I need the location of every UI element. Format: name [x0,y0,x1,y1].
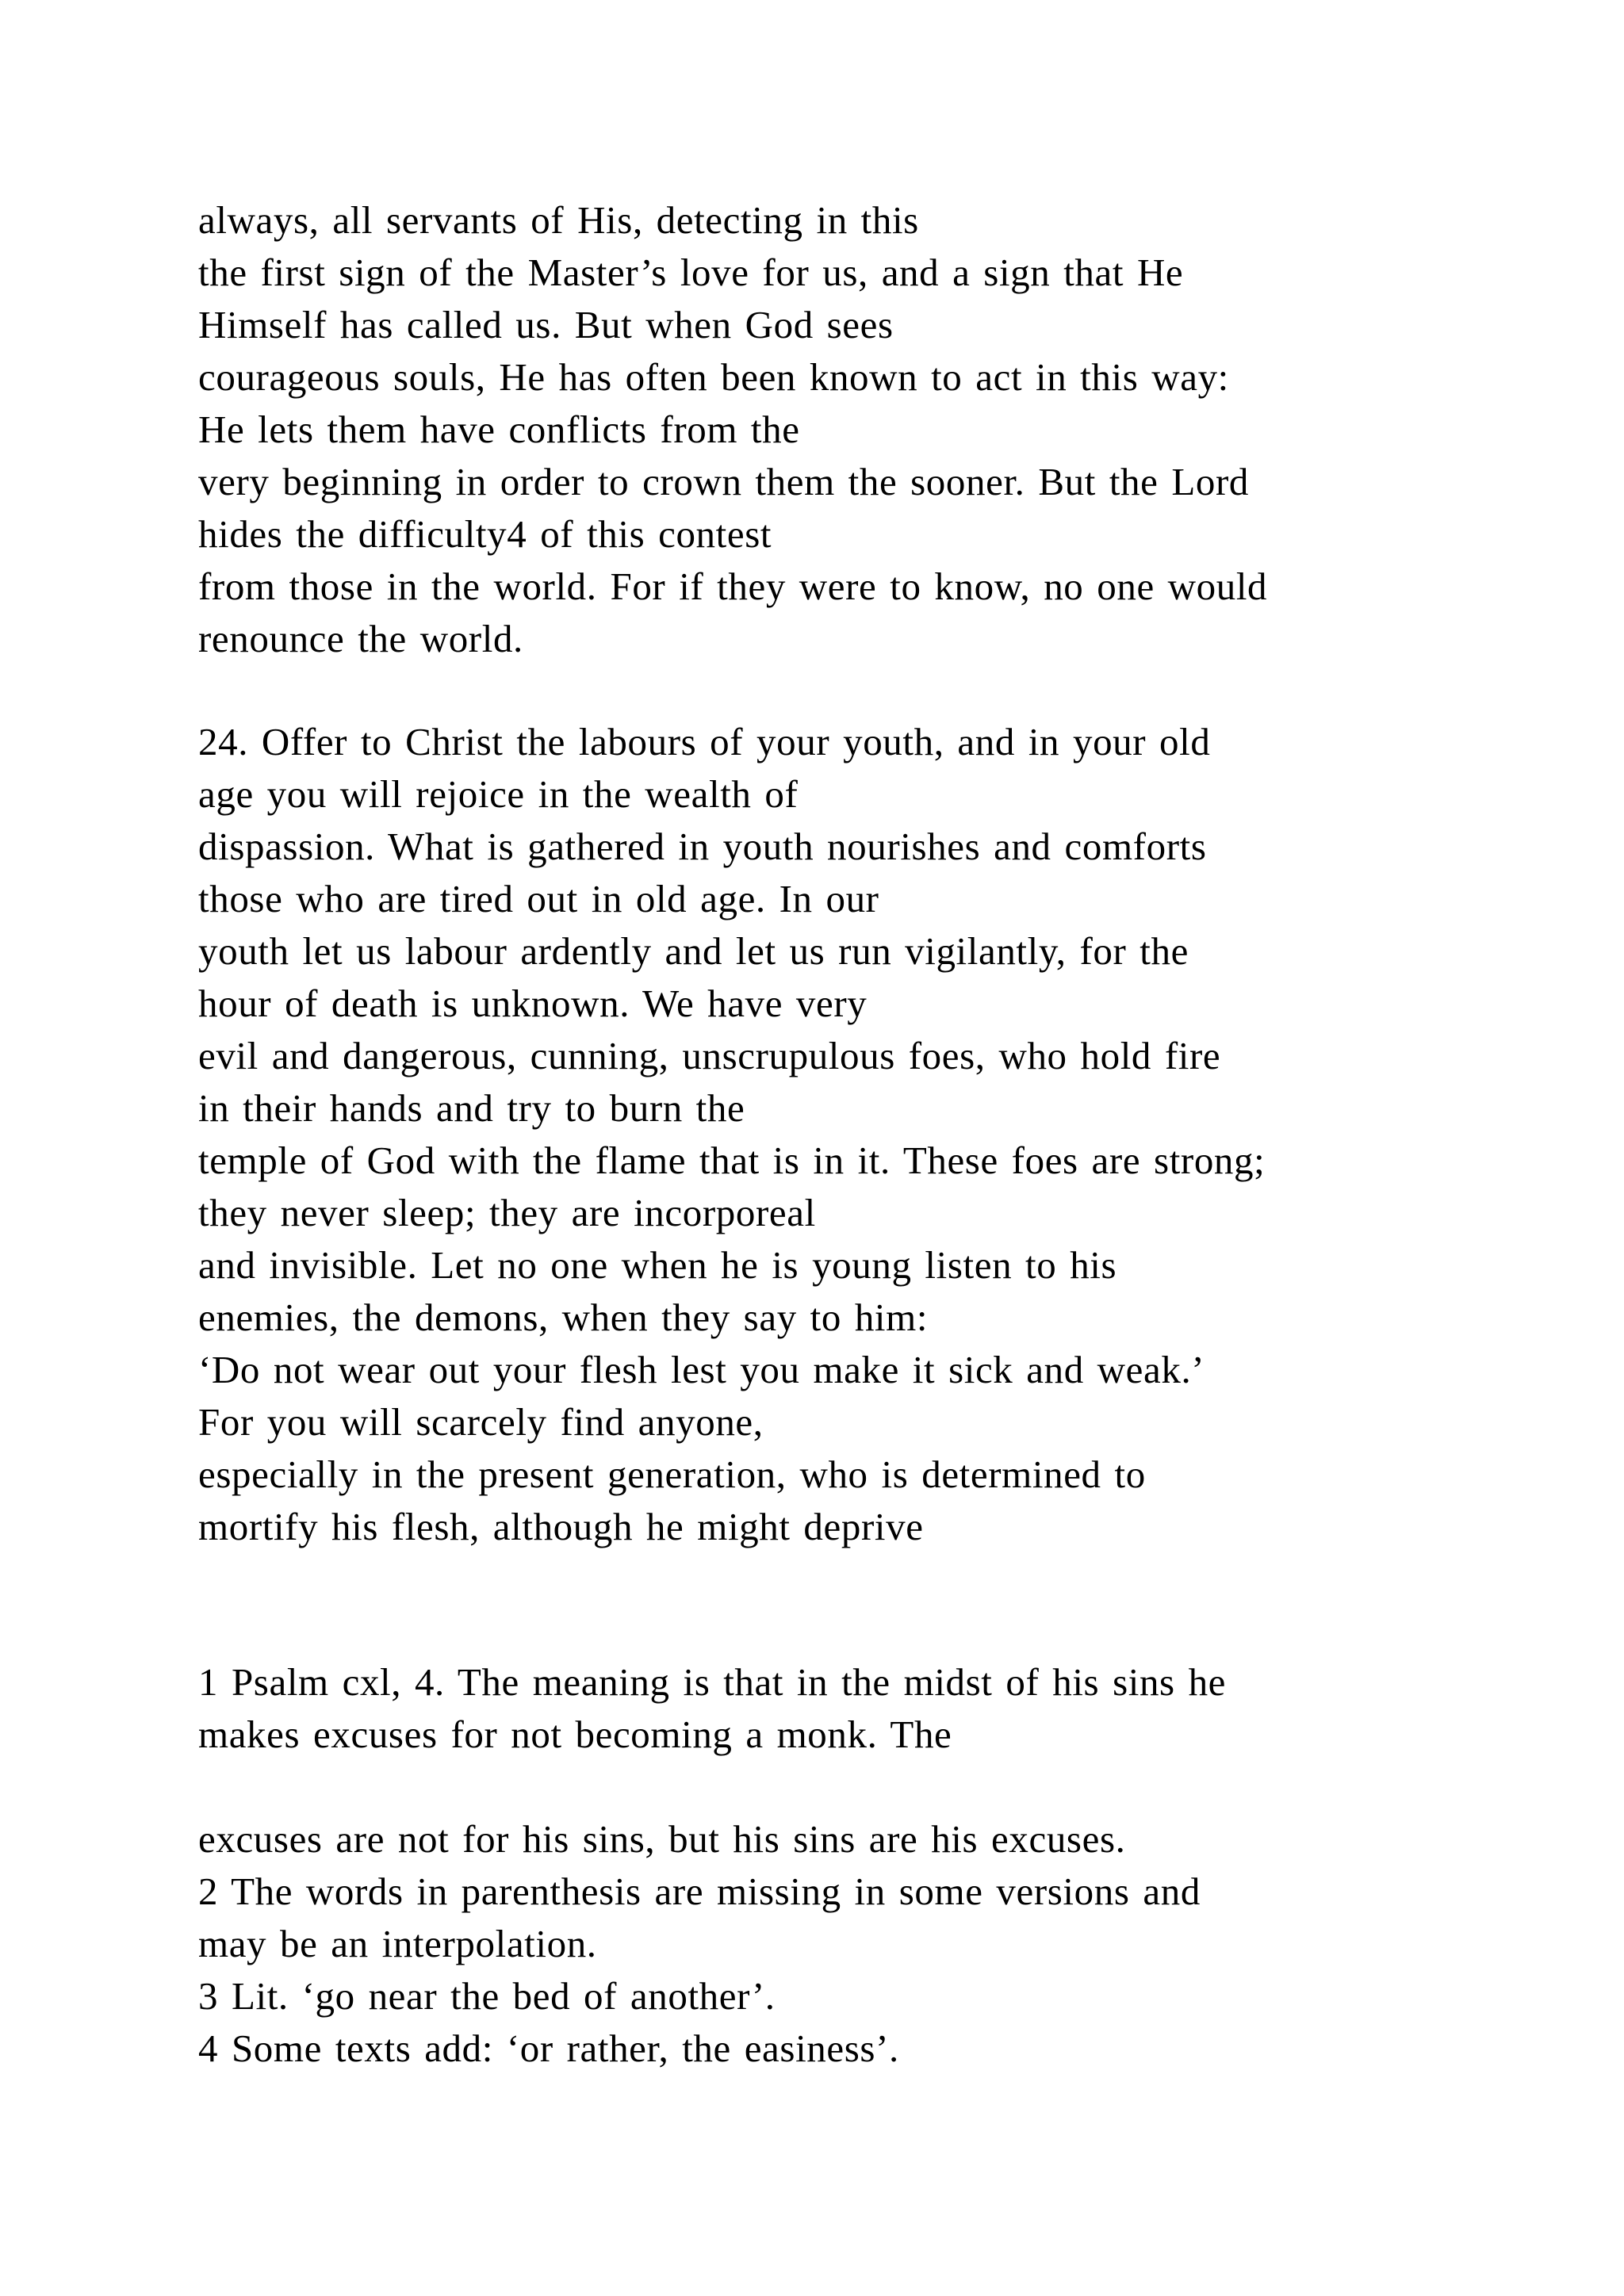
footnote-line: makes excuses for not becoming a monk. The [198,1712,952,1756]
footnote-line: 1 Psalm cxl, 4. The meaning is that in the midst of his sins he [198,1660,1227,1704]
body-line: from those in the world. For if they were to know, no one would [198,564,1268,608]
body-line: especially in the present generation, who is determined to [198,1452,1146,1496]
footnote-line: 2 The words in parenthesis are missing in some versions and [198,1869,1201,1913]
body-line: those who are tired out in old age. In our [198,877,879,920]
footnote-line: 3 Lit. ‘go near the bed of another’. [198,1974,776,2018]
body-line: courageous souls, He has often been known to act in this way: [198,355,1229,399]
body-line: He lets them have conflicts from the [198,408,800,451]
body-line: mortify his flesh, although he might deprive [198,1505,924,1548]
body-line: always, all servants of His, detecting in this [198,198,919,242]
body-line: they never sleep; they are incorporeal [198,1191,816,1234]
body-line: and invisible. Let no one when he is young listen to his [198,1243,1117,1287]
body-line: hour of death is unknown. We have very [198,982,868,1025]
body-line: dispassion. What is gathered in youth nourishes and comforts [198,825,1207,868]
body-line: in their hands and try to burn the [198,1086,745,1130]
body-line: Himself has called us. But when God sees [198,303,894,346]
footnote-line: 4 Some texts add: ‘or rather, the easiness’. [198,2026,899,2070]
body-line: age you will rejoice in the wealth of [198,772,799,816]
body-line: renounce the world. [198,617,523,660]
body-line: ‘Do not wear out your flesh lest you make it sick and weak.’ [198,1348,1205,1391]
footnote-line: may be an interpolation. [198,1922,597,1965]
footnote-line: excuses are not for his sins, but his sins are his excuses. [198,1817,1126,1861]
body-line: the first sign of the Master’s love for us, and a sign that He [198,251,1184,294]
body-line: very beginning in order to crown them the sooner. But the Lord [198,460,1249,503]
body-line: evil and dangerous, cunning, unscrupulous foes, who hold fire [198,1034,1221,1077]
body-line: temple of God with the flame that is in it. These foes are strong; [198,1138,1266,1182]
body-line: 24. Offer to Christ the labours of your youth, and in your old [198,720,1211,763]
body-line: For you will scarcely find anyone, [198,1400,764,1444]
body-line: hides the difficulty4 of this contest [198,512,772,556]
body-line: enemies, the demons, when they say to him: [198,1295,929,1339]
body-line: youth let us labour ardently and let us run vigilantly, for the [198,929,1189,973]
